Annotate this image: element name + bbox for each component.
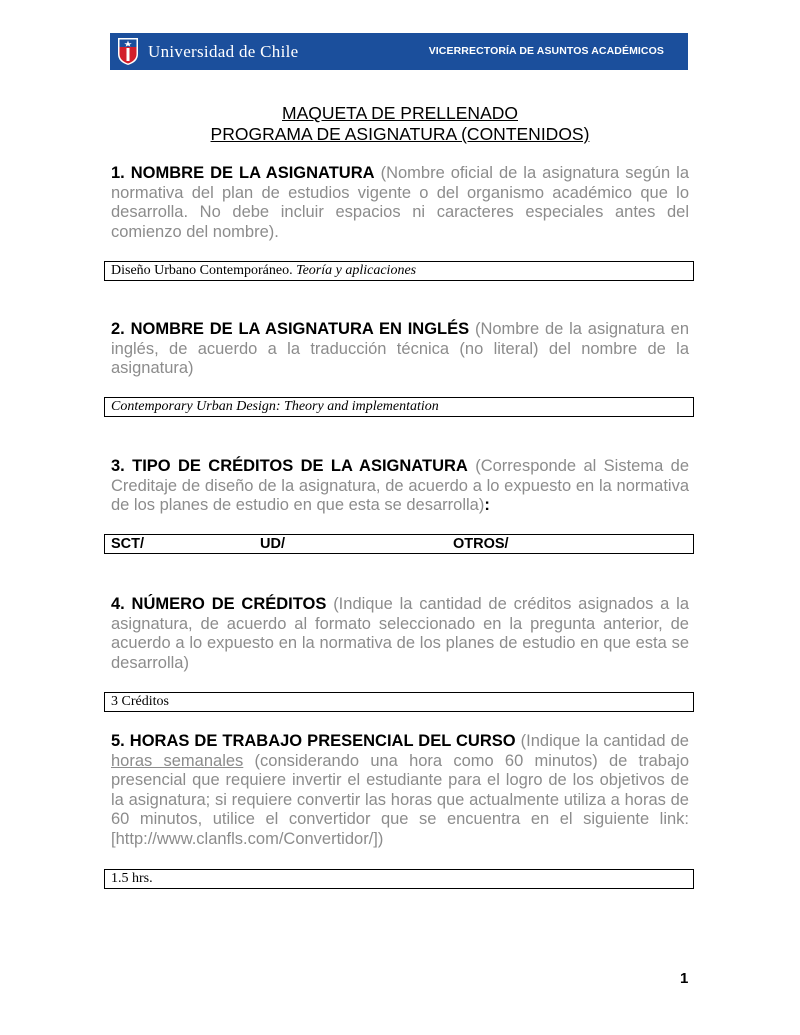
credit-type-ud[interactable]: UD/ bbox=[260, 536, 285, 552]
document-title bbox=[110, 103, 690, 145]
section-3-answer-box bbox=[104, 534, 694, 554]
section-1-text bbox=[111, 164, 689, 242]
vicerrectoria-label: VICERRECTORÍA DE ASUNTOS ACADÉMICOS bbox=[428, 45, 664, 57]
section-5-answer-box[interactable] bbox=[104, 869, 694, 889]
section-4-answer-box[interactable] bbox=[104, 692, 694, 712]
section-4-value: 3 Créditos bbox=[111, 694, 169, 709]
section-4-description: (Indique la cantidad de créditos asignados a la asignatura, de acuerdo al formato seleccionado en la pregunta anterior, de acuerdo a lo expuesto en la normativa de los planes de estudio en que esta se desarrolla) bbox=[111, 595, 690, 672]
title-line-2: PROGRAMA DE ASIGNATURA (CONTENIDOS) bbox=[210, 124, 590, 144]
section-4-text bbox=[111, 595, 689, 673]
section-2-description: (Nombre de la asignatura en inglés, de acuerdo a la traducción técnica (no literal) del nombre de la asignatura) bbox=[111, 320, 689, 378]
section-2-heading: 2. NOMBRE DE LA ASIGNATURA EN INGLÉS bbox=[111, 320, 470, 338]
section-5-desc-underlined: horas semanales bbox=[111, 751, 244, 770]
section-5-heading: 5. HORAS DE TRABAJO PRESENCIAL DEL CURSO bbox=[111, 732, 516, 750]
section-2-text bbox=[111, 320, 689, 379]
credit-type-sct[interactable]: SCT/ bbox=[111, 536, 145, 552]
section-4-heading: 4. NÚMERO DE CRÉDITOS bbox=[111, 595, 327, 613]
page-number: 1 bbox=[680, 970, 689, 987]
section-3-text bbox=[111, 457, 689, 516]
credit-type-otros[interactable]: OTROS/ bbox=[453, 536, 509, 552]
section-5-text bbox=[111, 732, 689, 850]
section-1-answer-box[interactable] bbox=[104, 261, 694, 281]
section-2-answer-box[interactable] bbox=[104, 397, 694, 417]
section-1-description: (Nombre oficial de la asignatura según la normativa del plan de estudios vigente o del organismo académico que lo desarrolla. No debe incluir espacios ni caracteres especiales antes del comienzo del nombre). bbox=[111, 164, 689, 241]
section-5-desc-end: ]) bbox=[373, 829, 384, 848]
section-5-desc-after: (considerando una hora como 60 minutos) de trabajo presencial que requiere invertir el estudiante para el logro de los objetivos de la asignatura; si requiere convertir las horas que actualmente utiliza a horas de 60 minutos, utilice el convertidor que se encuentra en el siguiente link: [ bbox=[111, 751, 689, 848]
section-5-desc-before: (Indique la cantidad de bbox=[520, 732, 689, 750]
section-1-value: Diseño Urbano Contemporáneo. bbox=[111, 263, 297, 278]
section-3-heading: 3. TIPO DE CRÉDITOS DE LA ASIGNATURA bbox=[111, 457, 468, 475]
section-5-value: 1.5 hrs. bbox=[111, 871, 153, 886]
convertidor-link[interactable]: http://www.clanfls.com/Convertidor/ bbox=[115, 829, 374, 848]
section-1-value-subtitle: Teoría y aplicaciones bbox=[296, 263, 417, 278]
university-name: Universidad de Chile bbox=[148, 42, 299, 61]
section-3-description: (Corresponde al Sistema de Creditaje de diseño de la asignatura, de acuerdo a lo expuesto en la normativa de los planes de estudio en que esta se desarrolla) bbox=[111, 457, 689, 515]
header-banner bbox=[110, 33, 688, 70]
section-3-colon: : bbox=[484, 496, 490, 515]
title-line-1: MAQUETA DE PRELLENADO bbox=[282, 103, 518, 123]
university-crest-icon bbox=[117, 37, 139, 66]
section-2-value: Contemporary Urban Design: Theory and implementation bbox=[111, 399, 439, 414]
section-1-heading: 1. NOMBRE DE LA ASIGNATURA bbox=[111, 164, 375, 182]
